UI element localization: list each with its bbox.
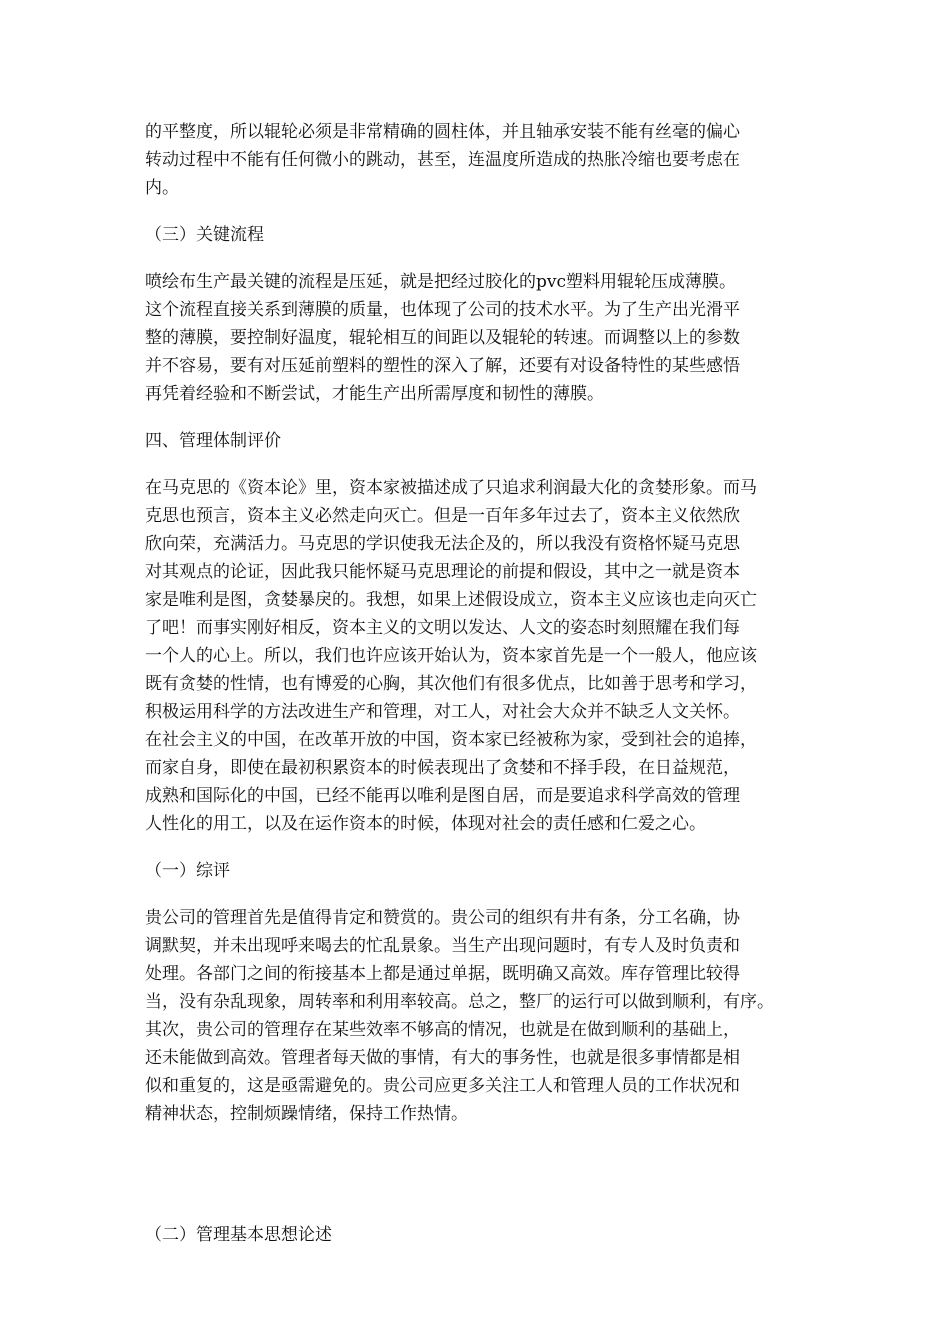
- paragraph-roller-precision: 的平整度，所以辊轮必须是非常精确的圆柱体，并且轴承安装不能有丝毫的偏心 转动过程中不能有任何微小的跳动，甚至，连温度所造成的热胀冷缩也要考虑在 内。: [145, 122, 740, 198]
- heading-summary: （一）综评: [145, 861, 230, 881]
- paragraph-company-management: 贵公司的管理首先是值得肯定和赞赏的。贵公司的组织有井有条，分工名确，协 调默契，并未出现呼来喝去的忙乱景象。当生产出现问题时，有专人及时负责和 处理。各部门之间的衔接基本上都是通过单据，既明确又高效。库存管理比较得 当，没有杂乱现象，周转率和利用率较高。总之，整厂的运行可以做到顺利，有序。 其次，贵公司的管理存在某些效率不够高的情况，也就是在做到顺利的基础上， 还未能做到高效。管理者每天做的事情，有大的事务性，也就是很多事情都是相 似和重复的，这是亟需避免的。贵公司应更多关注工人和管理人员的工作状况和 精神状态，控制烦躁情绪，保持工作热情。: [145, 908, 774, 1124]
- document-body: [145, 118, 810, 1249]
- paragraph-calendering: 喷绘布生产最关键的流程是压延，就是把经过胶化的pvc塑料用辊轮压成薄膜。 这个流程直接关系到薄膜的质量，也体现了公司的技术水平。为了生产出光滑平 整的薄膜，要控制好温度，辊轮相互的间距以及辊轮的转速。而调整以上的参数 并不容易，要有对压延前塑料的塑性的深入了解，还要有对设备特性的某些感悟 再凭着经验和不断尝试，才能生产出所需厚度和韧性的薄膜。: [145, 272, 740, 404]
- heading-basic-thought: （二）管理基本思想论述: [145, 1225, 332, 1245]
- heading-key-process: （三）关键流程: [145, 225, 264, 245]
- paragraph-capital-marx: 在马克思的《资本论》里，资本家被描述成了只追求利润最大化的贪婪形象。而马 克思也预言，资本主义必然走向灭亡。但是一百年多年过去了，资本主义依然欣 欣向荣，充满活力。马克思的学识使我无法企及的，所以我没有资格怀疑马克思 对其观点的论证，因此我只能怀疑马克思理论的前提和假设，其中之一就是资本 家是唯利是图，贪婪暴戾的。我想，如果上述假设成立，资本主义应该也走向灭亡 了吧！而事实刚好相反，资本主义的文明以发达、人文的姿态时刻照耀在我们每 一个人的心上。所以，我们也许应该开始认为，资本家首先是一个一般人，他应该 既有贪婪的性情，也有博爱的心胸，其次他们有很多优点，比如善于思考和学习， 积极运用科学的方法改进生产和管理，对工人，对社会大众并不缺乏人文关怀。 在社会主义的中国，在改革开放的中国，资本家已经被称为家，受到社会的追捧， 而家自身，即使在最初积累资本的时候表现出了贪婪和不择手段，在日益规范， 成熟和国际化的中国，已经不能再以唯利是图自居，而是要追求科学高效的管理 人性化的用工，以及在运作资本的时候，体现对社会的责任感和仁爱之心。: [145, 478, 757, 834]
- heading-management-evaluation: 四、管理体制评价: [145, 431, 281, 451]
